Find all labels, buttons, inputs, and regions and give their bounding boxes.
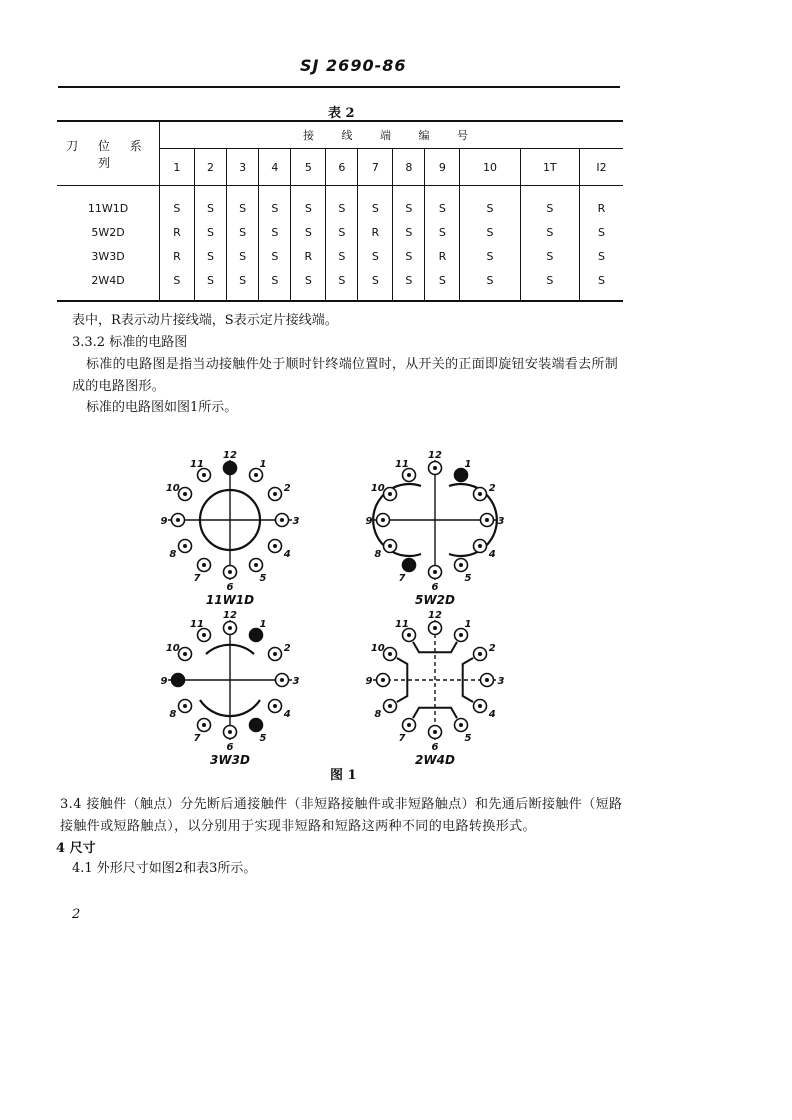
terminal-center: [459, 563, 463, 567]
diagram-label: 11W1D: [205, 593, 255, 607]
terminal-center: [202, 723, 206, 727]
terminal-center: [433, 466, 437, 470]
terminal-label: 8: [374, 709, 382, 720]
series-cell: 3W3D: [57, 244, 160, 268]
table-cell: S: [393, 220, 425, 244]
column-header: 3: [227, 149, 259, 186]
terminal-center: [202, 563, 206, 567]
table-cell: R: [160, 244, 195, 268]
standard-number: SJ 2690-86: [300, 56, 407, 75]
terminal-label: 12: [223, 450, 237, 461]
table-row: [57, 268, 623, 301]
terminal-label: 6: [431, 582, 439, 593]
table-cell: S: [358, 268, 393, 301]
table-cell: S: [194, 186, 226, 221]
terminal-label: 11: [190, 458, 204, 470]
table-cell: S: [259, 244, 291, 268]
terminal-center: [388, 652, 392, 656]
series-cell: 2W4D: [57, 268, 160, 301]
table-cell: S: [291, 268, 326, 301]
table-cell: S: [326, 186, 358, 221]
terminal-label: 10: [165, 483, 180, 494]
column-header: 4: [259, 149, 291, 186]
header-rule: [58, 86, 620, 88]
terminal-center: [388, 704, 392, 708]
terminal-label: 7: [193, 733, 201, 745]
terminal-center: [273, 652, 277, 656]
terminal-label: 8: [169, 549, 177, 560]
terminal-label: 12: [428, 450, 442, 461]
table-cell: S: [393, 186, 425, 221]
table-cell: S: [393, 244, 425, 268]
diagram-label: 2W4D: [415, 753, 455, 767]
terminal-label: 3: [292, 676, 300, 687]
table-row: [57, 220, 623, 244]
terminal-label: 2: [488, 643, 496, 654]
diagram-5W2D: [366, 450, 505, 607]
table-cell: S: [326, 244, 358, 268]
section-3-3-2-paragraph: 标准的电路图是指当动接触件处于顺时针终端位置时，从开关的正面即旋钮安装端看去所制成的电路图形。: [72, 357, 619, 394]
terminal-center: [388, 544, 392, 548]
series-header: 刀 位 系 列: [57, 121, 160, 186]
terminal-label: 2: [283, 483, 291, 494]
terminal-label: 10: [165, 643, 180, 654]
table-title: 表 2: [328, 106, 355, 121]
column-header: I2: [579, 149, 623, 186]
table-cell: S: [520, 244, 579, 268]
terminal-label: 8: [169, 709, 177, 720]
diagram-11W1D: [161, 450, 300, 607]
terminal-center: [433, 570, 437, 574]
terminal-center: [478, 652, 482, 656]
table-cell: S: [460, 220, 520, 244]
series-cell: 5W2D: [57, 220, 160, 244]
table-cell: R: [160, 220, 195, 244]
terminal-center: [183, 544, 187, 548]
diagram-2W4D: [366, 610, 505, 767]
table-cell: S: [259, 220, 291, 244]
terminal-label: 11: [395, 458, 409, 470]
column-header: 7: [358, 149, 393, 186]
table-cell: S: [194, 244, 226, 268]
terminal-label: 1: [464, 458, 472, 470]
table-cell: S: [460, 268, 520, 301]
column-header: 1: [160, 149, 195, 186]
terminal-label: 12: [428, 610, 442, 621]
column-header: 9: [425, 149, 460, 186]
terminal-label: 4: [283, 549, 291, 560]
table-cell: S: [326, 220, 358, 244]
table-cell: R: [579, 186, 623, 221]
table-cell: S: [425, 220, 460, 244]
terminal-center: [254, 473, 258, 477]
terminal-label: 12: [223, 610, 237, 621]
terminal-label: 2: [488, 483, 496, 494]
terminal-label: 4: [488, 549, 496, 560]
terminal-label: 3: [497, 676, 505, 687]
terminal-center: [273, 544, 277, 548]
column-header: 10: [460, 149, 520, 186]
terminal-center: [407, 473, 411, 477]
table-row: [57, 244, 623, 268]
figure-reference: 标准的电路图如图1所示。: [86, 400, 238, 415]
table-cell: R: [358, 220, 393, 244]
series-cell: 11W1D: [57, 186, 160, 221]
table-cell: S: [259, 268, 291, 301]
terminal-label: 8: [374, 549, 382, 560]
table-cell: S: [227, 244, 259, 268]
terminal-table: [57, 120, 623, 302]
terminal-label: 5: [259, 573, 267, 585]
diagram-label: 5W2D: [415, 593, 455, 607]
table-cell: S: [520, 268, 579, 301]
terminal-label: 4: [488, 709, 496, 720]
column-header: 1T: [520, 149, 579, 186]
terminal-label: 6: [226, 742, 234, 753]
column-header: 8: [393, 149, 425, 186]
table-cell: S: [227, 268, 259, 301]
terminal-center: [202, 473, 206, 477]
terminal-center: [381, 518, 385, 522]
table-cell: S: [291, 186, 326, 221]
table-cell: S: [460, 244, 520, 268]
terminal-label: 9: [365, 676, 373, 687]
terminal-center: [381, 678, 385, 682]
terminal-center: [478, 704, 482, 708]
section-3-3-2-heading: 3.3.2 标准的电路图: [72, 335, 188, 350]
terminal-center: [485, 678, 489, 682]
table-cell: S: [160, 268, 195, 301]
terminal-center: [433, 626, 437, 630]
terminal-center: [228, 626, 232, 630]
terminal-label: 7: [193, 573, 201, 585]
table-cell: S: [460, 186, 520, 221]
circuit-diagrams-figure: [150, 445, 505, 767]
table-cell: S: [358, 244, 393, 268]
terminal-center: [273, 492, 277, 496]
terminal-label: 9: [365, 516, 373, 527]
terminal-label: 6: [226, 582, 234, 593]
terminal-center: [183, 652, 187, 656]
table-cell: S: [520, 186, 579, 221]
terminal-label: 5: [464, 733, 472, 745]
terminal-label: 2: [283, 643, 291, 654]
table-cell: S: [227, 186, 259, 221]
table-cell: S: [194, 220, 226, 244]
table-cell: S: [425, 268, 460, 301]
terminal-label: 6: [431, 742, 439, 753]
section-4-1-paragraph: 4.1 外形尺寸如图2和表3所示。: [72, 861, 257, 876]
page-number: 2: [72, 907, 81, 922]
column-header: 2: [194, 149, 226, 186]
terminal-label: 10: [370, 483, 385, 494]
table-cell: S: [425, 186, 460, 221]
moving-terminal: [250, 719, 263, 732]
table-cell: S: [358, 186, 393, 221]
terminal-label: 7: [398, 733, 406, 745]
terminal-center: [478, 544, 482, 548]
moving-terminal: [250, 629, 263, 642]
table-cell: S: [579, 220, 623, 244]
moving-terminal: [172, 674, 185, 687]
terminal-label: 1: [464, 618, 472, 630]
table-cell: S: [579, 244, 623, 268]
terminal-center: [459, 633, 463, 637]
terminal-label: 3: [292, 516, 300, 527]
terminal-center: [407, 723, 411, 727]
diagram-label: 3W3D: [210, 753, 250, 767]
table-cell: S: [520, 220, 579, 244]
terminal-center: [176, 518, 180, 522]
terminal-center: [273, 704, 277, 708]
table-cell: S: [194, 268, 226, 301]
figure-caption: 图 1: [330, 768, 357, 783]
terminal-label: 5: [259, 733, 267, 745]
terminal-center: [280, 518, 284, 522]
terminal-center: [228, 570, 232, 574]
terminal-center: [485, 518, 489, 522]
terminal-center: [183, 704, 187, 708]
terminal-center: [202, 633, 206, 637]
table-cell: S: [393, 268, 425, 301]
terminal-group-header: 接 线 端 编 号: [160, 121, 624, 149]
terminal-center: [459, 723, 463, 727]
table-cell: S: [291, 220, 326, 244]
table-cell: S: [579, 268, 623, 301]
terminal-label: 7: [398, 573, 406, 585]
terminal-center: [388, 492, 392, 496]
terminal-center: [280, 678, 284, 682]
column-header: 6: [326, 149, 358, 186]
terminal-label: 11: [395, 618, 409, 630]
section-4-heading: 4 尺寸: [56, 841, 96, 856]
terminal-center: [478, 492, 482, 496]
terminal-label: 5: [464, 573, 472, 585]
terminal-label: 9: [160, 516, 168, 527]
terminal-label: 9: [160, 676, 168, 687]
table-cell: R: [291, 244, 326, 268]
terminal-label: 10: [370, 643, 385, 654]
terminal-label: 11: [190, 618, 204, 630]
column-header: 5: [291, 149, 326, 186]
terminal-center: [407, 633, 411, 637]
moving-terminal: [455, 469, 468, 482]
terminal-center: [228, 730, 232, 734]
table-cell: S: [160, 186, 195, 221]
section-3-4-paragraph: 3.4 接触件（触点）分先断后通接触件（非短路接触件或非短路触点）和先通后断接触件（短路接触件或短路触点），以分别用于实现非短路和短路这两种不同的电路转换形式。: [60, 797, 623, 834]
terminal-label: 1: [259, 618, 267, 630]
table-cell: S: [326, 268, 358, 301]
table-cell: S: [259, 186, 291, 221]
terminal-label: 4: [283, 709, 291, 720]
table-row: [57, 186, 623, 221]
moving-terminal: [224, 462, 237, 475]
table-note: 表中，R表示动片接线端，S表示定片接线端。: [72, 313, 338, 328]
moving-terminal: [403, 559, 416, 572]
terminal-center: [183, 492, 187, 496]
terminal-label: 1: [259, 458, 267, 470]
table-cell: R: [425, 244, 460, 268]
terminal-center: [433, 730, 437, 734]
terminal-label: 3: [497, 516, 505, 527]
terminal-center: [254, 563, 258, 567]
table-cell: S: [227, 220, 259, 244]
diagram-3W3D: [161, 610, 300, 767]
